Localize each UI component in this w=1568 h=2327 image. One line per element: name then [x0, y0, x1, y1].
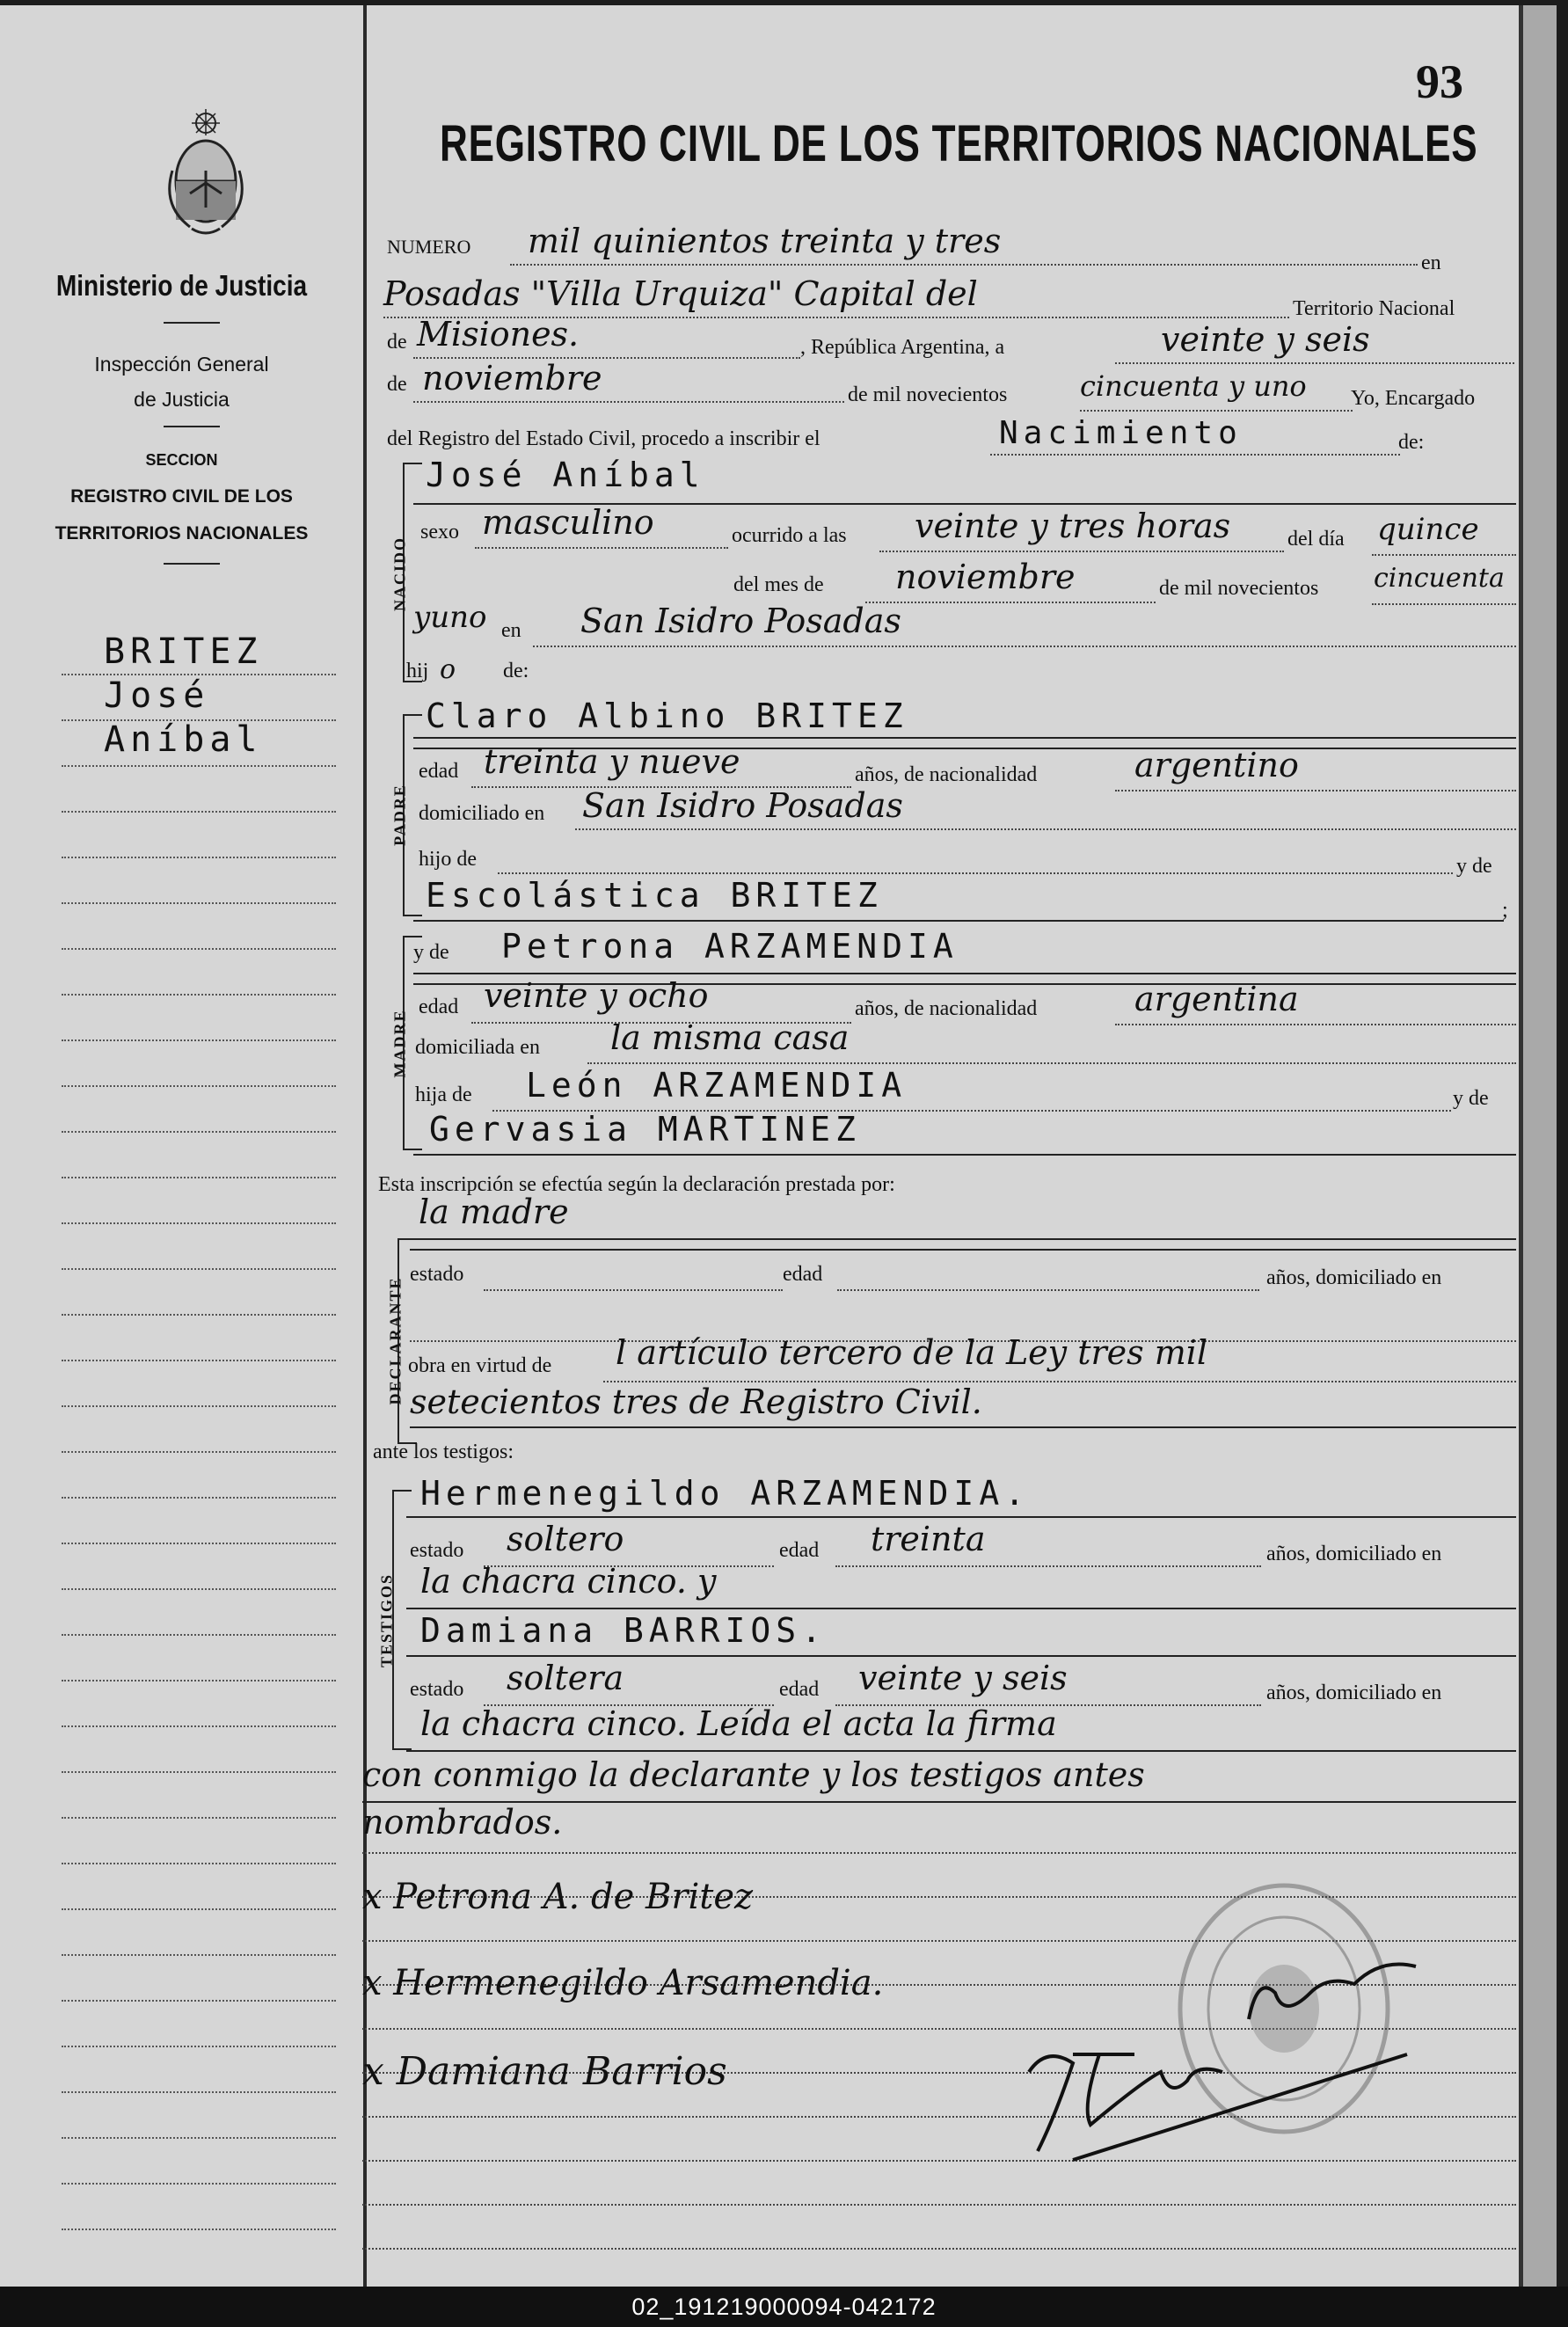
- fill-line: [533, 646, 1516, 647]
- value-lugar-nac: San Isidro Posadas: [580, 602, 901, 640]
- value-declarante: la madre: [419, 1193, 569, 1231]
- fill-line: [1115, 362, 1514, 364]
- margin-rule: [164, 563, 220, 565]
- value-provincia: Misiones.: [417, 315, 580, 354]
- value-cierre-1: la chacra cinco. Leída el acta la firma: [420, 1704, 1057, 1743]
- value-testigo1-dom: la chacra cinco. y: [420, 1562, 717, 1601]
- margin-rule-line: [62, 1451, 336, 1453]
- margin-rule-line: [62, 2091, 336, 2093]
- section-label-title: SECCION: [145, 451, 218, 469]
- margin-rule-line: [62, 1314, 336, 1316]
- margin-rule-line: [62, 1405, 336, 1407]
- label-anos-dom: años, domiciliado en: [1266, 1266, 1442, 1289]
- label-hijo-de: hijo de: [419, 848, 477, 871]
- margin-rule-line: [62, 1634, 336, 1636]
- value-madre-nombre: Petrona ARZAMENDIA: [501, 927, 959, 966]
- inspection-line1: Inspección General: [94, 353, 269, 376]
- value-testigo2-nombre: Damiana BARRIOS.: [420, 1611, 828, 1650]
- fill-line-solid: [413, 920, 1504, 922]
- label-edad5: edad: [779, 1678, 820, 1701]
- value-padre-dom: San Isidro Posadas: [582, 786, 903, 825]
- label-en-lugar: en: [501, 619, 521, 642]
- fill-line-solid: [406, 1516, 1516, 1518]
- label-ocurrido: ocurrido a las: [732, 524, 847, 547]
- label-republica: , República Argentina, a: [800, 336, 1005, 359]
- label-edad2: edad: [419, 996, 459, 1018]
- value-testigo1-estado: soltero: [507, 1520, 624, 1558]
- value-abuela-materna: Gervasia MARTINEZ: [429, 1110, 861, 1149]
- fill-line: [498, 872, 1453, 874]
- fill-line-solid: [413, 737, 1516, 739]
- fill-line: [475, 547, 728, 549]
- label-sexo: sexo: [420, 521, 459, 543]
- value-fecha-anio: cincuenta y uno: [1080, 369, 1307, 403]
- margin-rule-line: [62, 1039, 336, 1041]
- fill-line: [865, 602, 1156, 603]
- value-lugar: Posadas "Villa Urquiza" Capital del: [383, 274, 978, 313]
- fill-line: [510, 264, 1418, 266]
- margin-rule-line: [62, 1222, 336, 1224]
- margin-rule-line: [62, 1817, 336, 1819]
- value-abuelo-materno: León ARZAMENDIA: [526, 1066, 908, 1105]
- bracket-tick: [403, 463, 422, 464]
- body-rule-line: [362, 2204, 1516, 2206]
- margin-rule-line: [62, 765, 336, 767]
- label-madre: MADRE: [390, 1009, 409, 1078]
- label-nacido: NACIDO: [390, 536, 409, 612]
- label-estado: estado: [410, 1263, 464, 1286]
- body-rule-line: [362, 2248, 1516, 2250]
- margin-rule: [164, 322, 220, 324]
- value-madre-dom: la misma casa: [610, 1018, 850, 1057]
- margin-rule-line: [62, 1177, 336, 1178]
- section-label: [0, 441, 363, 552]
- label-territorio: Territorio Nacional: [1293, 297, 1455, 320]
- label-anos-nac2: años, de nacionalidad: [855, 997, 1038, 1020]
- label-obra: obra en virtud de: [408, 1354, 552, 1377]
- label-esta-inscripcion: Esta inscripción se efectúa según la declaración prestada por:: [378, 1173, 895, 1196]
- section-line1: REGISTRO CIVIL DE LOS: [70, 486, 293, 507]
- value-testigo1-nombre: Hermenegildo ARZAMENDIA.: [420, 1474, 1031, 1513]
- label-edad3: edad: [783, 1263, 823, 1286]
- ministry-title: Ministerio de Justicia: [55, 269, 308, 302]
- fill-line: [837, 1289, 1259, 1291]
- value-cierre-3: nombrados.: [362, 1803, 563, 1842]
- margin-given-name-2: Aníbal: [104, 719, 263, 760]
- signature-petrona: x Petrona A. de Britez: [362, 1877, 754, 1917]
- margin-rule-line: [62, 1268, 336, 1270]
- margin-rule-line: [62, 1680, 336, 1681]
- fill-line-solid: [406, 1750, 1516, 1752]
- value-acto: Nacimiento: [999, 415, 1243, 451]
- inspection-label: [0, 346, 363, 417]
- margin-rule-line: [62, 1497, 336, 1499]
- margin-rule-line: [62, 2183, 336, 2185]
- label-hija-de: hija de: [415, 1083, 472, 1106]
- margin-column: [0, 5, 363, 2287]
- label-domiciliada: domiciliada en: [415, 1036, 540, 1059]
- margin-rule-line: [62, 1131, 336, 1133]
- margin-rule-line: [62, 1908, 336, 1910]
- margin-rule-line: [62, 1771, 336, 1773]
- value-abuela-paterna: Escolástica BRITEZ: [426, 876, 883, 915]
- fill-line-solid: [410, 1238, 1516, 1240]
- fill-line: [1372, 603, 1516, 605]
- label-anos-nac: años, de nacionalidad: [855, 763, 1038, 786]
- label-del-registro: del Registro del Estado Civil, procedo a inscribir el: [387, 427, 820, 450]
- margin-rule-line: [62, 1085, 336, 1087]
- margin-rule-line: [62, 674, 336, 675]
- value-obra-2: setecientos tres de Registro Civil.: [410, 1382, 982, 1421]
- label-edad: edad: [419, 760, 459, 783]
- label-hijo: hij: [406, 660, 429, 682]
- fill-line: [990, 454, 1400, 456]
- archive-code: 02_191219000094-042172: [0, 2287, 1568, 2327]
- bracket-tick: [403, 915, 422, 916]
- label-de2: de: [387, 373, 407, 396]
- fill-line-solid: [406, 1608, 1516, 1609]
- fill-line: [413, 401, 844, 403]
- fill-line: [879, 551, 1284, 552]
- value-padre-nombre: Claro Albino BRITEZ: [426, 697, 908, 735]
- label-de-colon: de:: [1398, 431, 1425, 454]
- margin-rule-line: [62, 1725, 336, 1727]
- body-rule-line: [362, 1852, 1516, 1854]
- label-testigos: TESTIGOS: [377, 1572, 396, 1668]
- label-estado3: estado: [410, 1678, 464, 1701]
- value-cierre-2: con conmigo la declarante y los testigos antes: [362, 1755, 1145, 1794]
- fill-line-solid: [406, 1655, 1516, 1657]
- bracket-tick: [403, 714, 422, 716]
- fill-line: [575, 828, 1516, 830]
- label-de: de: [387, 331, 407, 354]
- page-number: 93: [1416, 55, 1463, 108]
- label-anos-dom3: años, domiciliado en: [1266, 1681, 1442, 1704]
- signature-hermenegildo: x Hermenegildo Arsamendia.: [362, 1963, 884, 2003]
- label-del-mes: del mes de: [733, 573, 824, 596]
- fill-line: [835, 1565, 1261, 1567]
- label-semicolon: ;: [1502, 899, 1508, 922]
- coat-of-arms-icon: [164, 109, 248, 241]
- column-divider: [363, 5, 367, 2287]
- label-y-de2: y de: [413, 941, 449, 964]
- signature-damiana: x Damiana Barrios: [362, 2049, 727, 2094]
- label-en: en: [1421, 252, 1441, 274]
- value-padre-nac: argentino: [1134, 746, 1299, 784]
- margin-given-name-1: José: [104, 675, 210, 716]
- label-y-de3: y de: [1453, 1087, 1489, 1110]
- value-mes: noviembre: [895, 558, 1076, 596]
- label-del-dia: del día: [1287, 528, 1345, 551]
- margin-rule-line: [62, 857, 336, 858]
- label-anos-dom2: años, domiciliado en: [1266, 1543, 1442, 1565]
- label-edad4: edad: [779, 1539, 820, 1562]
- margin-rule-line: [62, 2000, 336, 2002]
- margin-rule-line: [62, 994, 336, 996]
- label-de3: de:: [503, 660, 529, 682]
- fill-line-solid: [413, 1154, 1516, 1156]
- label-declarante: DECLARANTE: [386, 1276, 405, 1405]
- value-testigo1-edad: treinta: [871, 1520, 986, 1558]
- value-anio1: cincuenta: [1374, 563, 1505, 594]
- value-nombre: José Aníbal: [426, 456, 705, 494]
- value-obra-1: l artículo tercero de la Ley tres mil: [616, 1333, 1208, 1372]
- value-fecha-mes: noviembre: [422, 359, 602, 398]
- fill-line: [1115, 790, 1516, 791]
- fill-line: [484, 1289, 783, 1291]
- value-numero: mil quinientos treinta y tres: [528, 222, 1002, 260]
- fill-line-solid: [413, 973, 1516, 974]
- value-fecha-dia: veinte y seis: [1161, 320, 1370, 359]
- margin-surname: BRITEZ: [104, 631, 263, 672]
- section-line2: TERRITORIOS NACIONALES: [55, 523, 309, 543]
- book-binding: [1523, 5, 1557, 2287]
- label-de-mil: de mil novecientos: [848, 383, 1008, 406]
- label-de-mil2: de mil novecientos: [1159, 577, 1319, 600]
- margin-rule-line: [62, 2046, 336, 2047]
- margin-rule-line: [62, 1954, 336, 1956]
- label-estado2: estado: [410, 1539, 464, 1562]
- bracket-tick: [392, 1490, 412, 1492]
- margin-rule-line: [62, 948, 336, 950]
- margin-rule-line: [62, 1543, 336, 1544]
- margin-rule-line: [62, 811, 336, 813]
- margin-rule-line: [62, 2229, 336, 2230]
- value-anio2: yuno: [413, 600, 487, 635]
- label-padre: PADRE: [390, 784, 409, 846]
- fill-line: [1115, 1024, 1516, 1025]
- value-testigo2-edad: veinte y seis: [858, 1659, 1068, 1697]
- margin-rule: [164, 426, 220, 427]
- value-testigo2-estado: soltera: [507, 1659, 624, 1697]
- value-dia: quince: [1377, 512, 1479, 547]
- inspection-line2: de Justicia: [134, 388, 230, 411]
- page-title: REGISTRO CIVIL DE LOS TERRITORIOS NACIONALES: [440, 115, 1478, 172]
- fill-line: [1080, 410, 1353, 412]
- registrar-signature-icon: [1020, 1922, 1442, 2186]
- value-hijo-letter: o: [440, 654, 456, 685]
- label-ante: ante los testigos:: [373, 1441, 514, 1463]
- register-page: [0, 5, 1557, 2287]
- value-sexo: masculino: [482, 503, 654, 542]
- label-y-de: y de: [1456, 855, 1492, 878]
- label-yo-encargado: Yo, Encargado: [1351, 387, 1476, 410]
- margin-rule-line: [62, 2137, 336, 2139]
- margin-rule-line: [62, 902, 336, 904]
- value-padre-edad: treinta y nueve: [484, 742, 740, 781]
- label-domiciliado: domiciliado en: [419, 802, 545, 825]
- margin-rule-line: [62, 1863, 336, 1864]
- fill-line-solid: [410, 1426, 1516, 1428]
- bracket-tick: [403, 936, 422, 937]
- margin-rule-line: [62, 719, 336, 721]
- value-madre-nac: argentina: [1134, 980, 1299, 1018]
- bracket-tick: [403, 1149, 422, 1150]
- value-hora: veinte y tres horas: [915, 507, 1231, 545]
- margin-rule-line: [62, 1588, 336, 1590]
- fill-line: [587, 1062, 1516, 1064]
- fill-line-solid: [410, 1249, 1516, 1251]
- value-madre-edad: veinte y ocho: [484, 976, 709, 1015]
- fill-line: [1372, 554, 1516, 556]
- label-numero: NUMERO: [387, 236, 471, 258]
- margin-rule-line: [62, 1360, 336, 1361]
